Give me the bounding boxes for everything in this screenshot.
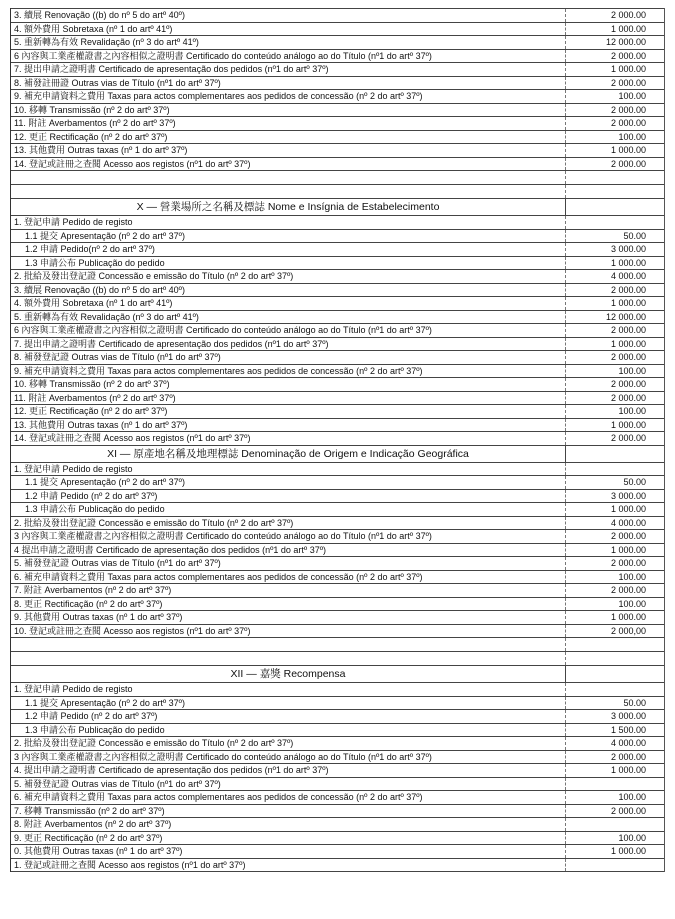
fee-amount xyxy=(566,859,664,872)
fee-description: 13. 其他費用 Outras taxas (nº 1 do artº 37º) xyxy=(11,144,566,157)
fee-amount: 2 000.00 xyxy=(610,392,646,403)
table-row xyxy=(11,257,664,271)
blank-row xyxy=(11,171,664,185)
fee-description: 3. 續展 Renovação ((b) do nº 5 do artº 40º) xyxy=(11,284,566,297)
fee-amount: 1 000.00 xyxy=(610,145,646,155)
table-row xyxy=(11,598,664,612)
table-row xyxy=(11,737,664,751)
fee-amount: 1 000.00 xyxy=(610,23,646,34)
table-row xyxy=(11,36,664,50)
fee-description: 1. 登記或註冊之查閱 Acesso aos registos (nº1 do artº 37º) xyxy=(11,859,566,872)
blank-row xyxy=(11,652,664,666)
fee-description: 10. 登記或註冊之查閱 Acesso aos registos (nº1 do artº 37º) xyxy=(11,625,566,638)
fee-description: 0. 其他費用 Outras taxas (nº 1 do artº 37º) xyxy=(11,845,566,858)
table-row xyxy=(11,338,664,352)
table-row xyxy=(11,805,664,819)
fee-amount: 2 000.00 xyxy=(610,284,646,295)
fee-description: 8. 附註 Averbamentos (nº 2 do artº 37º) xyxy=(11,818,566,831)
table-row xyxy=(11,117,664,131)
blank-value-cell xyxy=(566,185,664,198)
section-value-cell xyxy=(566,446,664,462)
fee-description: 14. 登記或註冊之查閱 Acesso aos registos (nº1 do artº 37º) xyxy=(11,432,566,445)
table-row xyxy=(11,463,664,477)
fee-description: 9. 補充申請資料之費用 Taxas para actos complementares aos pedidos de concessão (nº 2 do artº 37º) xyxy=(11,90,566,103)
table-row xyxy=(11,476,664,490)
table-row xyxy=(11,584,664,598)
fee-amount: 2 000.00 xyxy=(610,751,646,762)
fee-amount: 50.00 xyxy=(623,697,646,708)
table-row xyxy=(11,571,664,585)
table-row xyxy=(11,378,664,392)
table-row xyxy=(11,544,664,558)
table-row xyxy=(11,77,664,91)
fee-amount: 2 000.00 xyxy=(610,325,646,335)
fee-description: 12. 更正 Rectificação (nº 2 do artº 37º) xyxy=(11,405,566,418)
table-row xyxy=(11,778,664,792)
fee-description: 9. 補充申請資料之費用 Taxas para actos complementares aos pedidos de concessão (nº 2 do artº 37º) xyxy=(11,365,566,378)
table-row xyxy=(11,818,664,832)
table-row xyxy=(11,216,664,230)
section-title: X — 營業場所之名稱及標誌 Nome e Insígnia de Estabelecimento xyxy=(11,199,566,215)
section-value-cell xyxy=(566,199,664,215)
fee-description: 1.2 申請 Pedido(nº 2 do artº 37º) xyxy=(11,243,566,256)
table-row xyxy=(11,144,664,158)
fee-description: 14. 登記或註冊之查閱 Acesso aos registos (nº1 do artº 37º) xyxy=(11,158,566,171)
fee-amount: 4 000.00 xyxy=(610,738,646,748)
fee-description: 3 內容與工業產權證書之內容相似之證明書 Certificado do conteúdo análogo ao do Título (nº1 do artº 37º) xyxy=(11,530,566,543)
fee-description: 1.1 提交 Apresentação (nº 2 do artº 37º) xyxy=(11,697,566,710)
fee-amount: 3 000.00 xyxy=(610,244,646,254)
fee-description: 6 內容與工業產權證書之內容相似之證明書 Certificado do conteúdo análogo ao do Título (nº1 do artº 37º) xyxy=(11,324,566,337)
fee-description: 10. 移轉 Transmissão (nº 2 do artº 37º) xyxy=(11,378,566,391)
table-row xyxy=(11,697,664,711)
fee-description: 2. 批給及發出登記證 Concessão e emissão do Título (nº 2 do artº 37º) xyxy=(11,737,566,750)
fee-amount: 2 000.00 xyxy=(610,585,646,595)
table-row xyxy=(11,405,664,419)
fee-description: 1. 登記申請 Pedido de registo xyxy=(11,463,566,476)
fee-description: 1.1 提交 Apresentação (nº 2 do artº 37º) xyxy=(11,476,566,489)
table-row xyxy=(11,8,664,23)
table-row xyxy=(11,23,664,37)
table-row xyxy=(11,158,664,172)
fee-description: 1.2 申請 Pedido (nº 2 do artº 37º) xyxy=(11,710,566,723)
table-row xyxy=(11,365,664,379)
fee-amount: 1 000.00 xyxy=(610,419,646,430)
table-row xyxy=(11,419,664,433)
fee-description: 7. 附註 Averbamentos (nº 2 do artº 37º) xyxy=(11,584,566,597)
fee-description: 1.3 申請公布 Publicação do pedido xyxy=(11,257,566,270)
section-title: XI — 原產地名稱及地理標誌 Denominação de Origem e Indicação Geográfica xyxy=(11,446,566,462)
table-row xyxy=(11,230,664,244)
blank-cell xyxy=(11,171,566,184)
fee-amount: 2 000.00 xyxy=(610,433,646,443)
table-row xyxy=(11,90,664,104)
fee-amount: 1 500.00 xyxy=(610,724,646,735)
fee-amount: 2 000.00 xyxy=(610,558,646,568)
fee-amount: 100.00 xyxy=(618,406,646,416)
fee-description: 13. 其他費用 Outras taxas (nº 1 do artº 37º) xyxy=(11,419,566,432)
fee-description: 8. 更正 Rectificação (nº 2 do artº 37º) xyxy=(11,598,566,611)
fee-amount: 100.00 xyxy=(618,598,646,609)
fee-amount: 1 000.00 xyxy=(610,298,646,308)
fee-description: 12. 更正 Rectificação (nº 2 do artº 37º) xyxy=(11,131,566,144)
table-row xyxy=(11,517,664,531)
fee-description: 1.3 申請公布 Publicação do pedido xyxy=(11,503,566,516)
fee-amount: 1 000.00 xyxy=(610,338,646,349)
table-row xyxy=(11,683,664,697)
fee-amount: 100.00 xyxy=(618,792,646,802)
fee-amount: 4 000.00 xyxy=(610,271,646,281)
fee-description: 5. 重新轉為有效 Revalidação (nº 3 do artº 41º) xyxy=(11,311,566,324)
table-row xyxy=(11,63,664,77)
fee-description: 1.1 提交 Apresentação (nº 2 do artº 37º) xyxy=(11,230,566,243)
table-row xyxy=(11,751,664,765)
blank-row xyxy=(11,638,664,652)
fee-description: 1. 登記申請 Pedido de registo xyxy=(11,683,566,696)
fee-description: 1.3 申請公布 Publicação do pedido xyxy=(11,724,566,737)
fee-amount: 1 000.00 xyxy=(610,257,646,268)
fee-description: 6. 補充申請資料之費用 Taxas para actos complementares aos pedidos de concessão (nº 2 do artº 37º) xyxy=(11,791,566,804)
fee-amount: 50.00 xyxy=(623,230,646,241)
table-row xyxy=(11,503,664,517)
table-row xyxy=(11,392,664,406)
fee-description: 2. 批給及發出登記證 Concessão e emissão do Título (nº 2 do artº 37º) xyxy=(11,270,566,283)
fee-amount xyxy=(566,778,664,791)
table-row xyxy=(11,490,664,504)
blank-cell xyxy=(11,185,566,198)
table-row xyxy=(11,832,664,846)
table-row xyxy=(11,104,664,118)
fee-amount: 2 000.00 xyxy=(610,10,646,20)
blank-row xyxy=(11,185,664,199)
fee-description: 5. 補發登記證 Outras vias de Título (nº1 do artº 37º) xyxy=(11,557,566,570)
table-row xyxy=(11,432,664,446)
fee-amount xyxy=(566,216,664,229)
fee-amount: 100.00 xyxy=(618,91,646,101)
fee-amount: 2 000.00 xyxy=(610,379,646,389)
fee-amount: 4 000.00 xyxy=(610,517,646,528)
section-header xyxy=(11,666,664,683)
fee-description: 9. 更正 Rectificação (nº 2 do artº 37º) xyxy=(11,832,566,845)
table-row xyxy=(11,131,664,145)
table-row xyxy=(11,764,664,778)
fee-amount: 2 000.00 xyxy=(610,531,646,541)
section-title: XII — 嘉獎 Recompensa xyxy=(11,666,566,682)
fee-amount: 1 000.00 xyxy=(610,544,646,555)
table-row xyxy=(11,50,664,64)
blank-cell xyxy=(11,652,566,665)
fee-description: 4 提出申請之證明書 Certificado de apresentação dos pedidos (nº1 do artº 37º) xyxy=(11,544,566,557)
fee-description: 3 內容與工業產權證書之內容相似之證明書 Certificado do conteúdo análogo ao do Título (nº1 do artº 37º) xyxy=(11,751,566,764)
fee-description: 6. 補充申請資料之費用 Taxas para actos complementares aos pedidos de concessão (nº 2 do artº 37º) xyxy=(11,571,566,584)
section-header xyxy=(11,446,664,463)
fee-amount: 3 000.00 xyxy=(610,490,646,501)
blank-value-cell xyxy=(566,638,664,651)
fee-amount: 1 000.00 xyxy=(610,612,646,622)
fee-description: 4. 提出申請之證明書 Certificado de apresentação dos pedidos (nº1 do artº 37º) xyxy=(11,764,566,777)
table-row xyxy=(11,311,664,325)
fee-description: 4. 額外費用 Sobretaxa (nº 1 do artº 41º) xyxy=(11,23,566,36)
fee-amount: 100.00 xyxy=(618,832,646,843)
fee-description: 10. 移轉 Transmissão (nº 2 do artº 37º) xyxy=(11,104,566,117)
fee-amount: 1 000.00 xyxy=(610,64,646,74)
table-row xyxy=(11,791,664,805)
fee-amount: 2 000.00 xyxy=(610,118,646,128)
fee-amount: 100.00 xyxy=(618,131,646,142)
fee-amount: 2 000.00 xyxy=(610,805,646,816)
fee-amount: 2 000.00 xyxy=(610,352,646,362)
table-row xyxy=(11,710,664,724)
fee-amount: 2 000.00 xyxy=(610,50,646,61)
table-row xyxy=(11,324,664,338)
fee-description: 11. 附註 Averbamentos (nº 2 do artº 37º) xyxy=(11,392,566,405)
fee-amount: 2 000.00 xyxy=(610,77,646,88)
fee-description: 11. 附註 Averbamentos (nº 2 do artº 37º) xyxy=(11,117,566,130)
fee-amount: 100.00 xyxy=(618,365,646,376)
fee-description: 5. 補發登記證 Outras vias de Título (nº1 do artº 37º) xyxy=(11,778,566,791)
table-row xyxy=(11,270,664,284)
table-row xyxy=(11,297,664,311)
fee-amount xyxy=(566,683,664,696)
table-row xyxy=(11,530,664,544)
fee-description: 7. 提出申請之證明書 Certificado de apresentação dos pedidos (nº1 do artº 37º) xyxy=(11,338,566,351)
fee-amount: 2 000.00 xyxy=(610,104,646,115)
fee-description: 7. 移轉 Transmissão (nº 2 do artº 37º) xyxy=(11,805,566,818)
table-row xyxy=(11,284,664,298)
fee-amount: 1 000.00 xyxy=(610,846,646,856)
fee-description: 1. 登記申請 Pedido de registo xyxy=(11,216,566,229)
fee-amount: 12 000.00 xyxy=(605,37,646,47)
fee-amount: 2 000.00 xyxy=(610,158,646,169)
fee-description: 7. 提出申請之證明書 Certificado de apresentação dos pedidos (nº1 do artº 37º) xyxy=(11,63,566,76)
fee-amount xyxy=(566,463,664,476)
fee-amount: 2 000,00 xyxy=(610,625,646,636)
fee-description: 1.2 申請 Pedido (nº 2 do artº 37º) xyxy=(11,490,566,503)
table-row xyxy=(11,557,664,571)
fee-amount xyxy=(566,818,664,831)
blank-value-cell xyxy=(566,652,664,665)
blank-value-cell xyxy=(566,171,664,184)
table-row xyxy=(11,351,664,365)
table-row xyxy=(11,845,664,859)
fee-amount: 50.00 xyxy=(623,477,646,487)
fee-description: 3. 續展 Renovação ((b) do nº 5 do artº 40º) xyxy=(11,9,566,22)
fee-amount: 3 000.00 xyxy=(610,711,646,721)
fee-description: 8. 補發註冊證 Outras vias de Título (nº1 do artº 37º) xyxy=(11,77,566,90)
fee-amount: 1 000.00 xyxy=(610,765,646,775)
table-row xyxy=(11,611,664,625)
fee-amount: 1 000.00 xyxy=(610,504,646,514)
fee-description: 9. 其他費用 Outras taxas (nº 1 do artº 37º) xyxy=(11,611,566,624)
blank-cell xyxy=(11,638,566,651)
fee-description: 6 內容與工業產權證書之內容相似之證明書 Certificado do conteúdo análogo ao do Título (nº1 do artº 37º) xyxy=(11,50,566,63)
section-header xyxy=(11,199,664,216)
fee-amount: 100.00 xyxy=(618,571,646,582)
section-value-cell xyxy=(566,666,664,682)
table-row xyxy=(11,243,664,257)
fee-description: 8. 補發登記證 Outras vias de Título (nº1 do artº 37º) xyxy=(11,351,566,364)
table-row xyxy=(11,724,664,738)
table-row xyxy=(11,859,664,873)
fee-amount: 12 000.00 xyxy=(605,311,646,322)
table-row xyxy=(11,625,664,639)
fee-description: 5. 重新轉為有效 Revalidação (nº 3 do artº 41º) xyxy=(11,36,566,49)
fee-description: 2. 批給及發出登記證 Concessão e emissão do Título (nº 2 do artº 37º) xyxy=(11,517,566,530)
fee-table xyxy=(10,8,665,872)
fee-description: 4. 額外費用 Sobretaxa (nº 1 do artº 41º) xyxy=(11,297,566,310)
